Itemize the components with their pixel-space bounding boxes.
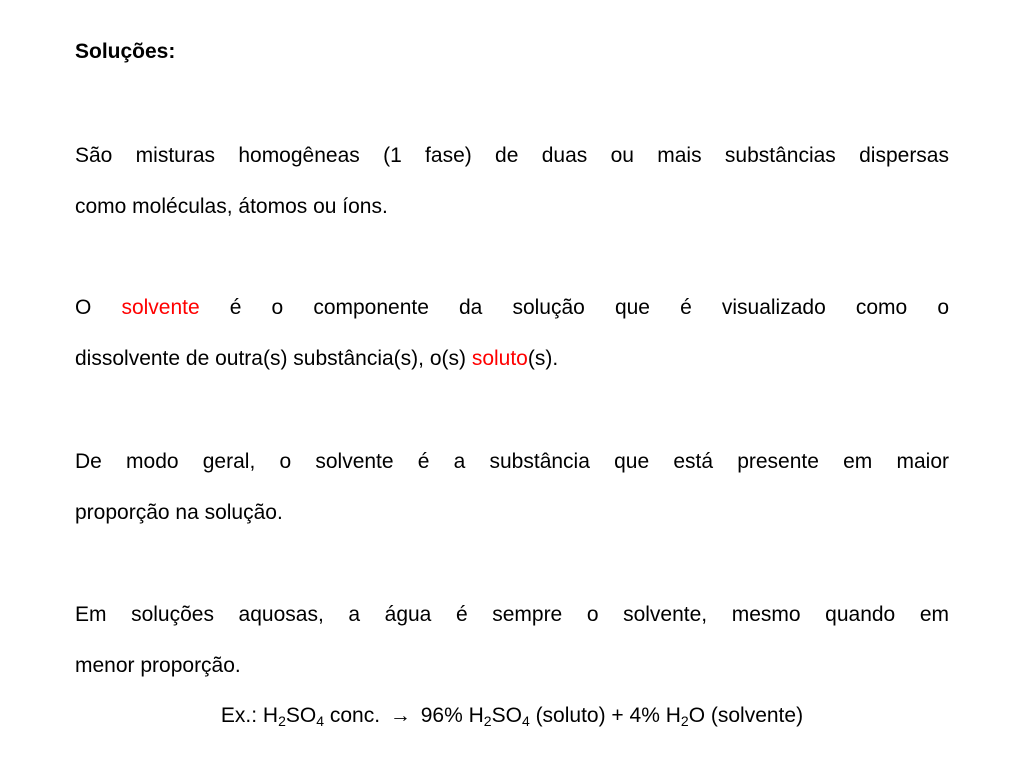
subscript: 2 <box>483 713 492 729</box>
text-segment: é o componente da solução que é visualizado como o <box>199 296 949 319</box>
text-segment: conc. <box>324 704 386 727</box>
paragraph-line: menor proporção. <box>75 654 241 677</box>
text-segment: O <box>75 296 122 319</box>
subscript: 4 <box>521 713 530 729</box>
slide <box>75 0 949 768</box>
text-segment: (soluto) + 4% H <box>529 704 681 727</box>
subscript: 2 <box>278 713 286 729</box>
paragraph-line: São misturas homogêneas (1 fase) de duas ou mais substâncias dispersas <box>75 144 949 167</box>
subscript: 4 <box>316 713 325 729</box>
subscript: 2 <box>680 713 689 729</box>
text-segment: 96% H <box>414 704 484 727</box>
text-segment: (s). <box>527 347 559 370</box>
text-segment: dissolvente de outra(s) substância(s), o(s) <box>75 347 472 370</box>
paragraph-aqueous <box>75 589 949 691</box>
paragraph-line: Em soluções aquosas, a água é sempre o solvente, mesmo quando em <box>75 603 949 626</box>
text-segment: Ex.: H <box>220 704 279 727</box>
text-segment: O (solvente) <box>688 704 804 727</box>
highlight-soluto: soluto <box>471 347 528 370</box>
example-equation <box>75 700 949 732</box>
paragraph-line: como moléculas, átomos ou íons. <box>75 195 388 218</box>
paragraph-solvent <box>75 282 949 384</box>
arrow-right-icon: → <box>389 704 411 727</box>
paragraph-line <box>75 333 949 384</box>
paragraph-line: proporção na solução. <box>75 501 283 524</box>
slide-title: Soluções: <box>75 40 176 63</box>
highlight-solvente: solvente <box>121 296 200 319</box>
paragraph-definition <box>75 130 949 232</box>
paragraph-general <box>75 436 949 538</box>
text-segment: SO <box>285 704 317 727</box>
text-segment: SO <box>491 704 522 727</box>
paragraph-line <box>75 282 949 333</box>
paragraph-line: De modo geral, o solvente é a substância que está presente em maior <box>75 450 949 473</box>
